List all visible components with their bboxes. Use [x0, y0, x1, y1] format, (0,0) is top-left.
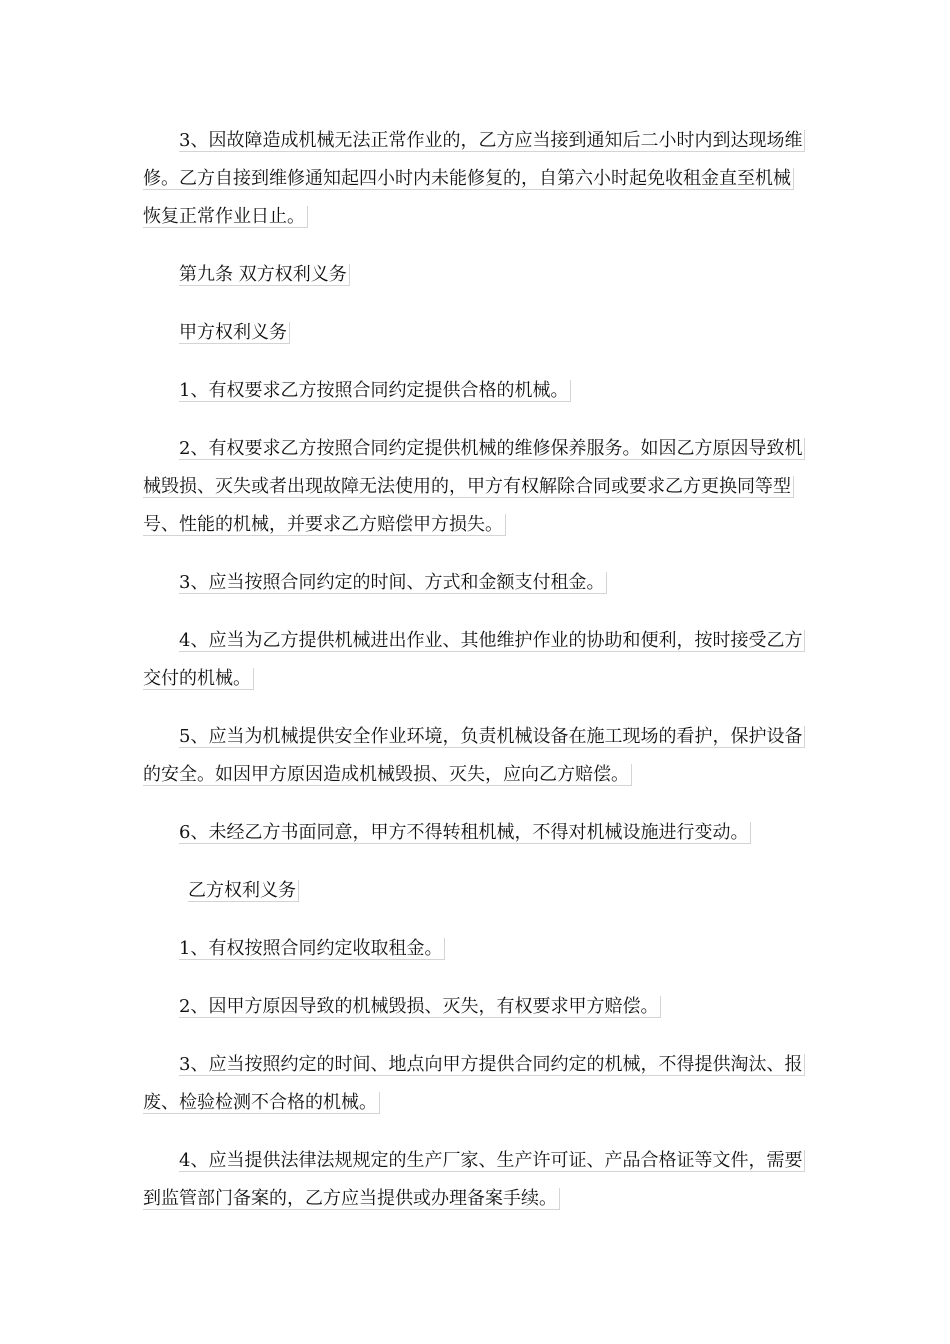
party-b-rights-heading: 乙方权利义务 — [143, 872, 808, 910]
article-nine-heading: 第九条 双方权利义务 — [143, 256, 808, 294]
party-b-item-3: 3、应当按照约定的时间、地点向甲方提供合同约定的机械，不得提供淘汰、报废、检验检测不合格的机械。 — [143, 1046, 808, 1122]
party-a-item-6: 6、未经乙方书面同意，甲方不得转租机械，不得对机械设施进行变动。 — [143, 814, 808, 852]
party-b-item-4: 4、应当提供法律法规规定的生产厂家、生产许可证、产品合格证等文件，需要到监管部门备案的，乙方应当提供或办理备案手续。 — [143, 1142, 808, 1218]
party-a-item-3: 3、应当按照合同约定的时间、方式和金额支付租金。 — [143, 564, 808, 602]
party-a-item-2: 2、有权要求乙方按照合同约定提供机械的维修保养服务。如因乙方原因导致机械毁损、灭失或者出现故障无法使用的，甲方有权解除合同或要求乙方更换同等型号、性能的机械，并要求乙方赔偿甲方损失。 — [143, 430, 808, 544]
party-a-item-4: 4、应当为乙方提供机械进出作业、其他维护作业的协助和便利，按时接受乙方交付的机械。 — [143, 622, 808, 698]
party-a-rights-heading: 甲方权利义务 — [143, 314, 808, 352]
document-page — [143, 122, 808, 1238]
party-b-item-2: 2、因甲方原因导致的机械毁损、灭失，有权要求甲方赔偿。 — [143, 988, 808, 1026]
clause-repair-timing: 3、因故障造成机械无法正常作业的，乙方应当接到通知后二小时内到达现场维修。乙方自接到维修通知起四小时内未能修复的，自第六小时起免收租金直至机械恢复正常作业日止。 — [143, 122, 808, 236]
party-b-item-1: 1、有权按照合同约定收取租金。 — [143, 930, 808, 968]
party-a-item-1: 1、有权要求乙方按照合同约定提供合格的机械。 — [143, 372, 808, 410]
party-a-item-5: 5、应当为机械提供安全作业环境，负责机械设备在施工现场的看护，保护设备的安全。如因甲方原因造成机械毁损、灭失，应向乙方赔偿。 — [143, 718, 808, 794]
